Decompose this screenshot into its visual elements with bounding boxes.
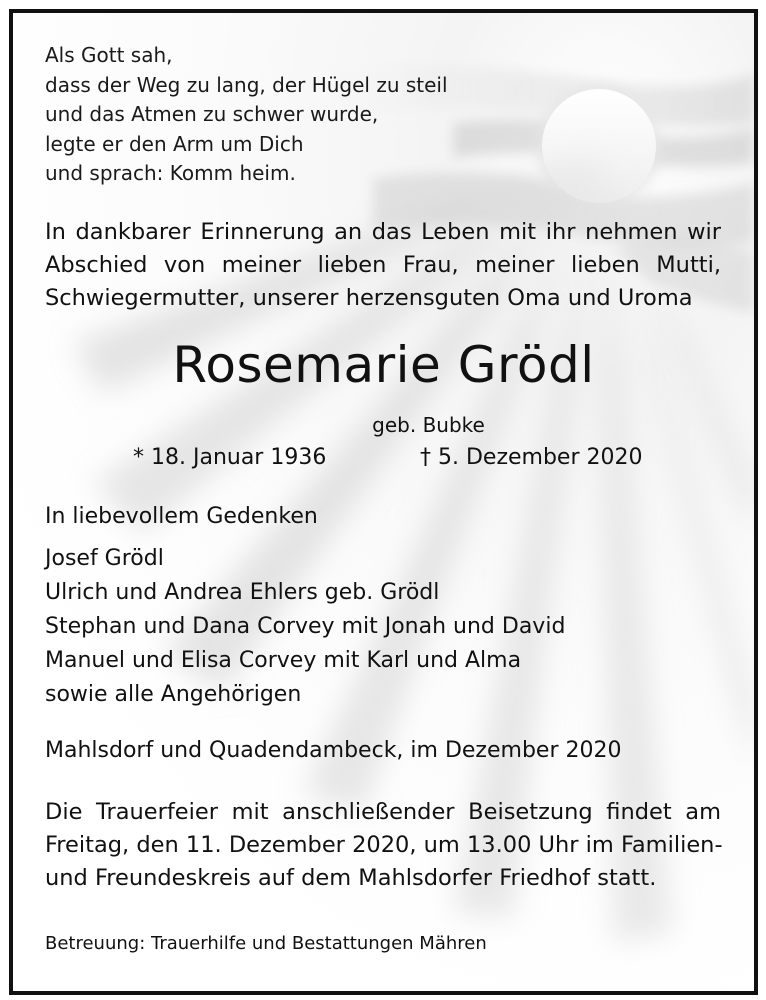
funeral-line: und Freundeskreis auf dem Mahlsdorfer Friedhof statt. [45,865,657,891]
deceased-name: Rosemarie Grödl [172,336,595,394]
poem-line: Als Gott sah, [45,43,173,67]
birth-date: * 18. Januar 1936 [133,445,327,470]
remembrance-heading: In liebevollem Gedenken [45,504,318,529]
death-date: † 5. Dezember 2020 [420,445,643,470]
poem-line: und das Atmen zu schwer wurde, [45,102,379,126]
intro-line: Abschied von meiner lieben Frau, meiner lieben Mutti, [45,252,721,278]
place-and-date: Mahlsdorf und Quadendambeck, im Dezember 2020 [45,738,622,763]
mourner-item: sowie alle Angehörigen [45,682,302,707]
poem-line: und sprach: Komm heim. [45,161,296,185]
obituary-frame [9,9,758,995]
mourner-item: Manuel und Elisa Corvey mit Karl und Alma [45,648,522,673]
poem [45,41,448,189]
mourners-list [45,542,565,712]
intro-line: Schwiegermutter, unserer herzensguten Oma und Uroma [45,285,693,311]
maiden-name: geb. Bubke [372,413,485,437]
funeral-line: Freitag, den 11. Dezember 2020, um 13.00 Uhr im Familien- [45,832,723,858]
mourner-item: Josef Grödl [45,546,164,571]
intro-paragraph [45,216,721,315]
mourner-item: Stephan und Dana Corvey mit Jonah und David [45,614,566,639]
funeral-notice [45,796,721,895]
mourner-item: Ulrich und Andrea Ehlers geb. Grödl [45,580,440,605]
funeral-home-credit: Betreuung: Trauerhilfe und Bestattungen Mähren [45,933,487,954]
intro-line: In dankbarer Erinnerung an das Leben mit ihr nehmen wir [45,219,721,245]
poem-line: legte er den Arm um Dich [45,131,304,156]
poem-line: dass der Weg zu lang, der Hügel zu steil [45,72,448,97]
funeral-line: Die Trauerfeier mit anschließender Beisetzung findet am [45,799,721,825]
